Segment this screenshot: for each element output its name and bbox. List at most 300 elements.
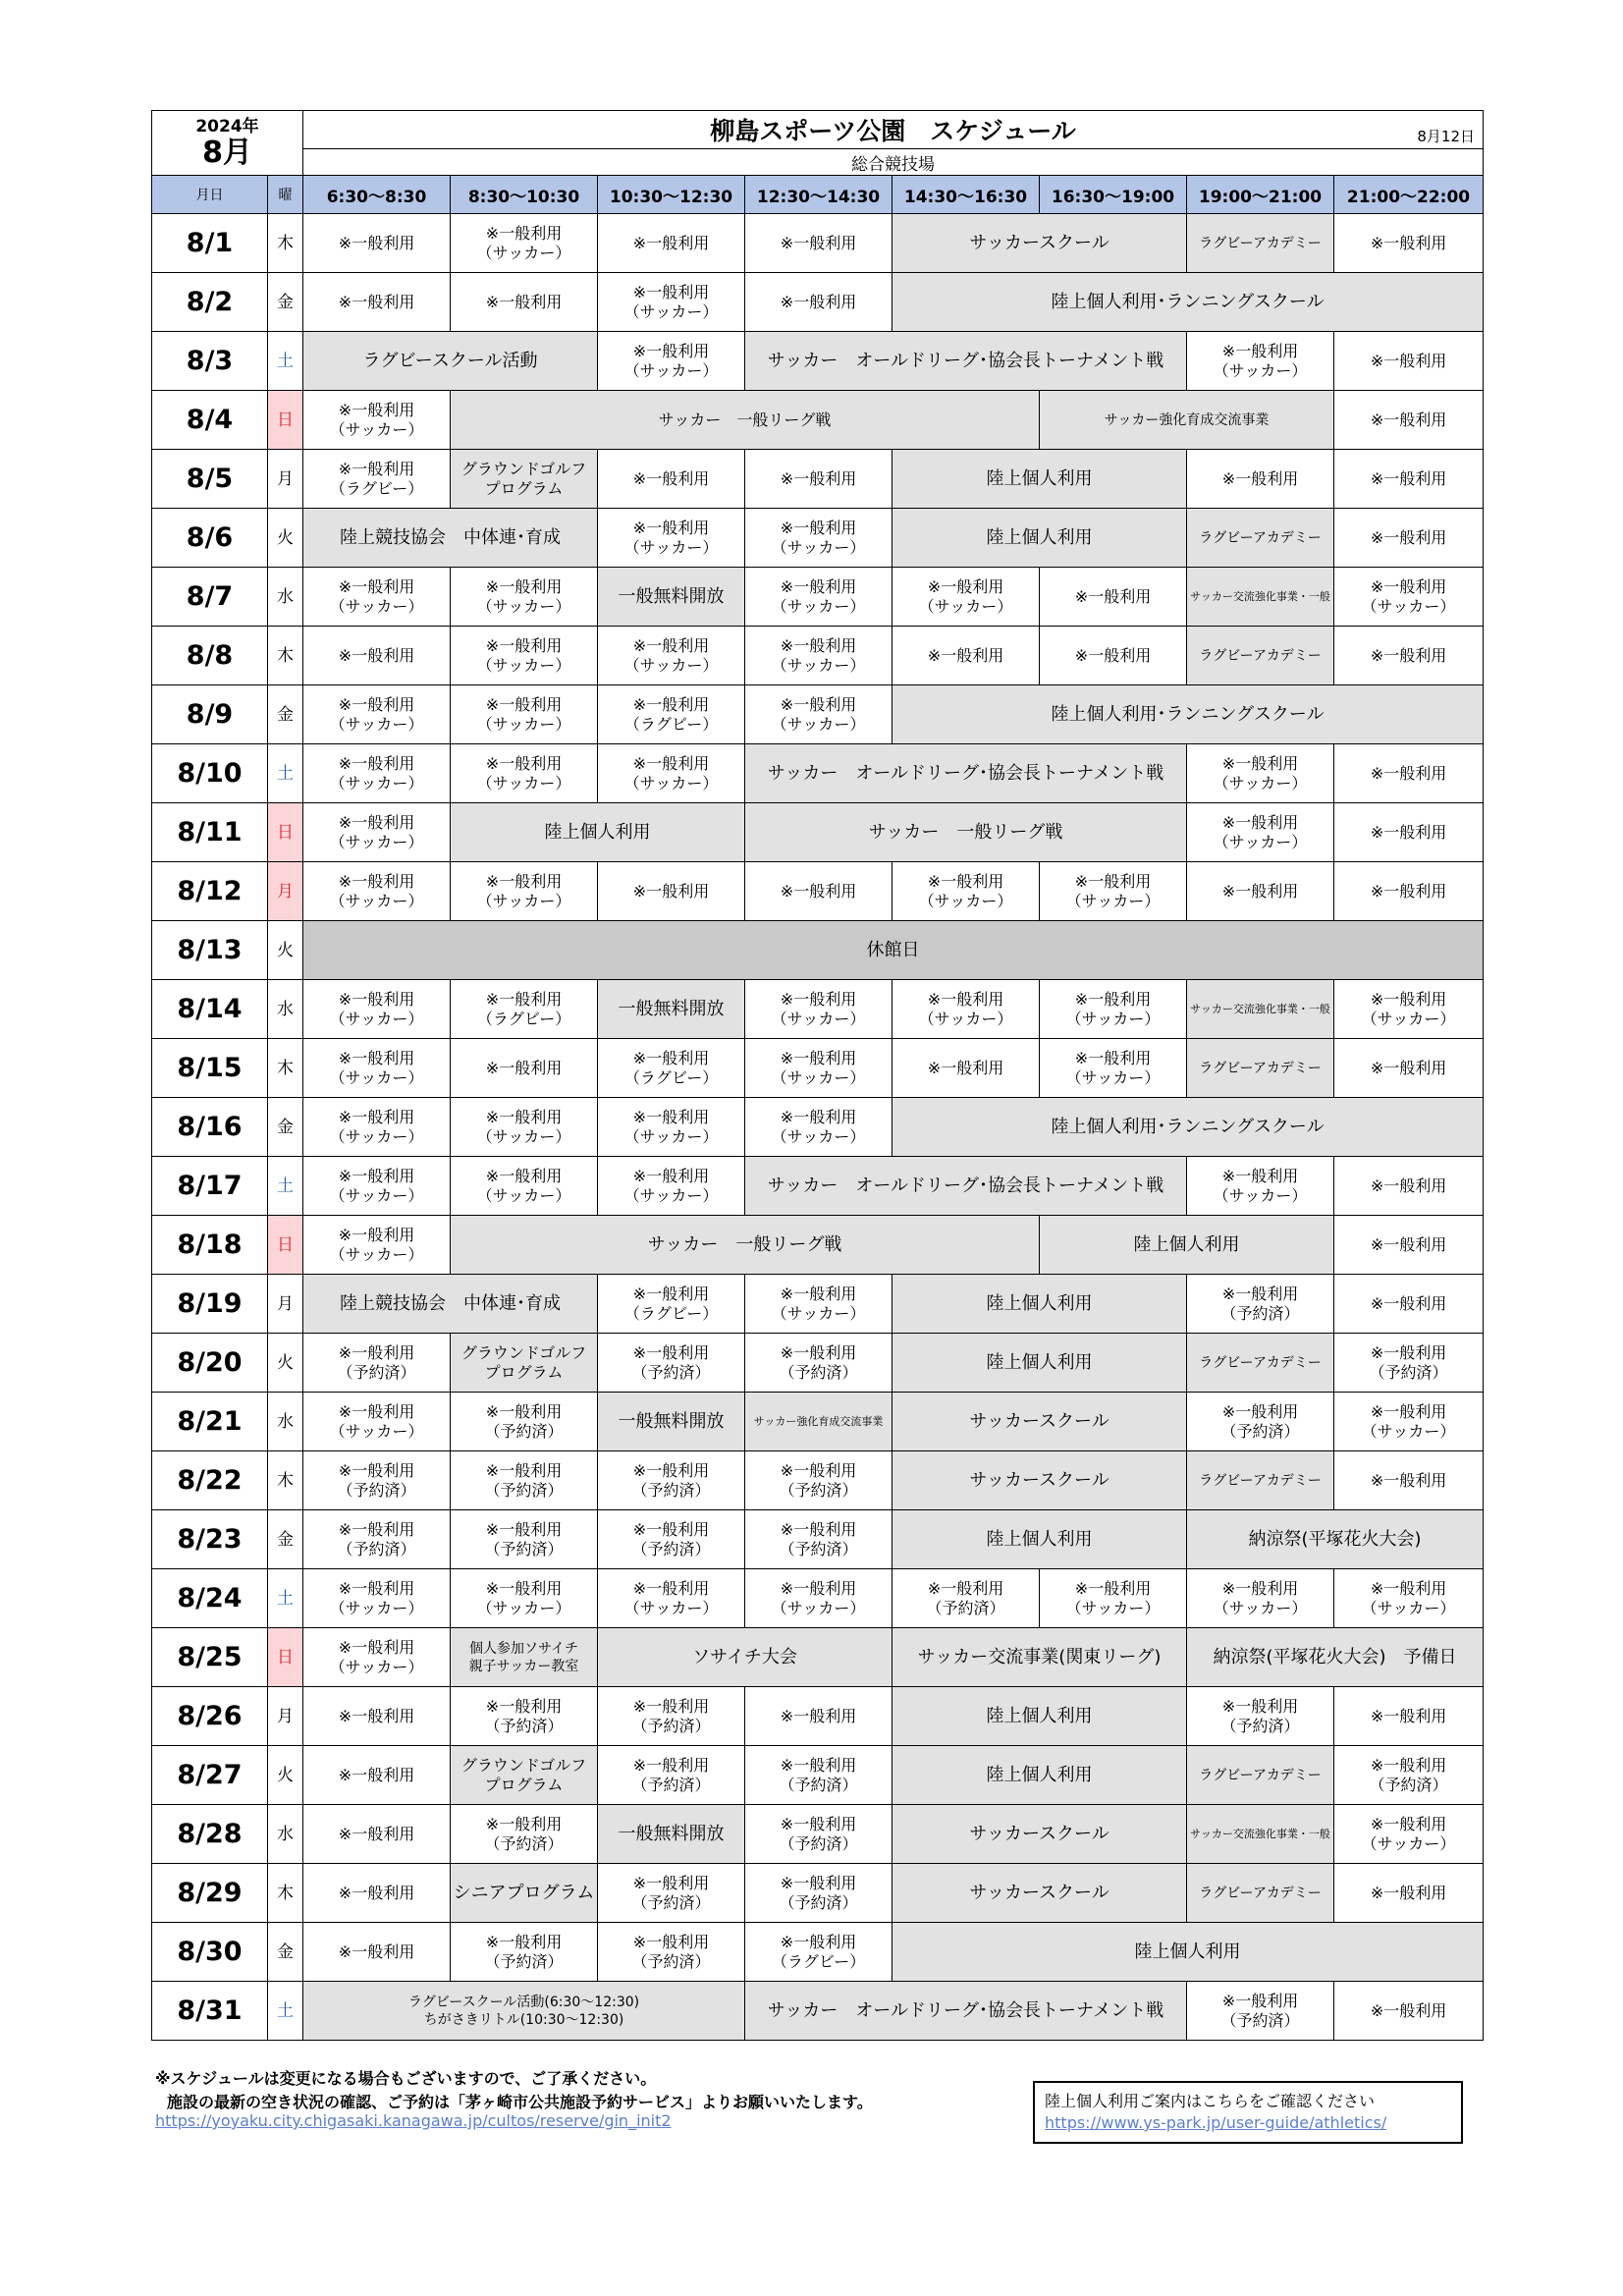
schedule-cell: ※一般利用 （サッカー） (745, 685, 893, 744)
weekday-cell: 月 (268, 862, 303, 921)
weekday-cell: 木 (268, 1451, 303, 1510)
date-cell: 8/28 (152, 1805, 268, 1864)
schedule-cell: ※一般利用 (1334, 214, 1484, 273)
athletics-info-link[interactable]: https://www.ys-park.jp/user-guide/athletics/ (1045, 2113, 1387, 2132)
schedule-cell: ※一般利用 （サッカー） (598, 273, 745, 332)
schedule-cell: サッカー オールドリーグ･協会長トーナメント戦 (745, 1982, 1187, 2041)
schedule-cell: サッカー強化育成交流事業 (745, 1393, 893, 1451)
schedule-cell: 陸上競技協会 中体連･育成 (303, 509, 598, 568)
col-header-slot: 6:30～8:30 (303, 176, 451, 214)
table-row (152, 214, 1484, 273)
year-label: 2024年 (195, 116, 259, 137)
schedule-cell: 陸上競技協会 中体連･育成 (303, 1275, 598, 1334)
date-cell: 8/22 (152, 1451, 268, 1510)
schedule-cell: 陸上個人利用 (893, 509, 1187, 568)
footnote-reservation: 施設の最新の空き状況の確認、ご予約は「茅ヶ崎市公共施設予約サービス」よりお願いいたします。 (167, 2093, 873, 2111)
weekday-cell: 月 (268, 1275, 303, 1334)
schedule-cell: ※一般利用 （サッカー） (1040, 1039, 1187, 1098)
schedule-cell: ※一般利用 (303, 1746, 451, 1805)
date-cell: 8/5 (152, 450, 268, 509)
schedule-cell: ラグビースクール活動(6:30～12:30) ちがさきリトル(10:30～12:30) (303, 1982, 745, 2041)
weekday-cell: 日 (268, 391, 303, 450)
date-cell: 8/17 (152, 1157, 268, 1216)
schedule-cell: グラウンドゴルフ プログラム (451, 450, 598, 509)
schedule-cell: ※一般利用 （サッカー） (598, 509, 745, 568)
schedule-cell: 陸上個人利用 (1040, 1216, 1334, 1275)
schedule-cell: 一般無料開放 (598, 1393, 745, 1451)
schedule-cell: ※一般利用 (1334, 1451, 1484, 1510)
schedule-cell: ラグビーアカデミー (1187, 1746, 1334, 1805)
col-header-slot: 19:00～21:00 (1187, 176, 1334, 214)
schedule-cell: 一般無料開放 (598, 980, 745, 1039)
table-row (152, 862, 1484, 921)
schedule-cell: ※一般利用 （サッカー） (303, 1628, 451, 1687)
table-row (152, 1864, 1484, 1923)
column-header-row (152, 176, 1484, 214)
schedule-cell: ※一般利用 (1334, 1864, 1484, 1923)
schedule-cell: ※一般利用 (1334, 627, 1484, 685)
table-row (152, 1451, 1484, 1510)
date-cell: 8/15 (152, 1039, 268, 1098)
schedule-cell: ※一般利用 (1334, 1157, 1484, 1216)
weekday-cell: 土 (268, 1982, 303, 2041)
schedule-cell: ※一般利用 (745, 273, 893, 332)
weekday-cell: 金 (268, 1923, 303, 1982)
weekday-cell: 木 (268, 1039, 303, 1098)
schedule-cell: サッカースクール (893, 1451, 1187, 1510)
schedule-cell: ※一般利用 （サッカー） (598, 1157, 745, 1216)
date-cell: 8/10 (152, 744, 268, 803)
weekday-cell: 金 (268, 685, 303, 744)
schedule-cell: 一般無料開放 (598, 1805, 745, 1864)
table-row (152, 1510, 1484, 1569)
table-row (152, 1805, 1484, 1864)
schedule-cell: ※一般利用 （サッカー） (893, 568, 1040, 627)
schedule-cell: 納涼祭(平塚花火大会) 予備日 (1187, 1628, 1484, 1687)
schedule-cell: ※一般利用 (303, 1687, 451, 1746)
weekday-cell: 木 (268, 1864, 303, 1923)
schedule-cell: ※一般利用 （サッカー） (745, 1039, 893, 1098)
schedule-cell: ※一般利用 （サッカー） (303, 391, 451, 450)
weekday-cell: 木 (268, 214, 303, 273)
table-row (152, 921, 1484, 980)
schedule-cell: ※一般利用 （サッカー） (1334, 980, 1484, 1039)
date-cell: 8/7 (152, 568, 268, 627)
schedule-cell: ※一般利用 （予約済） (303, 1510, 451, 1569)
schedule-cell: ※一般利用 （予約済） (598, 1451, 745, 1510)
schedule-cell: ※一般利用 （サッカー） (303, 685, 451, 744)
schedule-cell: サッカー強化育成交流事業 (1040, 391, 1334, 450)
date-cell: 8/1 (152, 214, 268, 273)
date-cell: 8/2 (152, 273, 268, 332)
col-header-slot: 16:30～19:00 (1040, 176, 1187, 214)
schedule-cell: ※一般利用 （サッカー） (598, 332, 745, 391)
schedule-cell: サッカー 一般リーグ戦 (451, 391, 1040, 450)
schedule-cell: サッカー オールドリーグ･協会長トーナメント戦 (745, 744, 1187, 803)
schedule-cell: ※一般利用 （予約済） (1187, 1275, 1334, 1334)
athletics-info-box (1033, 2081, 1463, 2144)
schedule-cell: ※一般利用 （予約済） (451, 1923, 598, 1982)
schedule-cell: ラグビーアカデミー (1187, 627, 1334, 685)
date-cell: 8/31 (152, 1982, 268, 2041)
table-row (152, 509, 1484, 568)
table-row (152, 1982, 1484, 2041)
schedule-cell: ※一般利用 （予約済） (1334, 1334, 1484, 1393)
schedule-cell: ※一般利用 (598, 214, 745, 273)
table-row (152, 1687, 1484, 1746)
schedule-cell: ※一般利用 （予約済） (893, 1569, 1040, 1628)
schedule-cell: ※一般利用 (893, 1039, 1040, 1098)
schedule-cell: ※一般利用 (1334, 391, 1484, 450)
schedule-cell: サッカースクール (893, 1393, 1187, 1451)
weekday-cell: 火 (268, 1334, 303, 1393)
schedule-cell: ※一般利用 (303, 1923, 451, 1982)
weekday-cell: 金 (268, 1098, 303, 1157)
schedule-cell: ※一般利用 (1334, 1982, 1484, 2041)
weekday-cell: 日 (268, 1628, 303, 1687)
page-title: 柳島スポーツ公園 スケジュール (710, 117, 1076, 145)
schedule-cell: ※一般利用 （サッカー） (1187, 1157, 1334, 1216)
schedule-cell: ※一般利用 （サッカー） (745, 1098, 893, 1157)
schedule-cell: ※一般利用 (1334, 332, 1484, 391)
schedule-cell: ※一般利用 （予約済） (303, 1451, 451, 1510)
schedule-cell: ※一般利用 （サッカー） (745, 1569, 893, 1628)
schedule-cell: ※一般利用 （サッカー） (598, 1098, 745, 1157)
date-cell: 8/24 (152, 1569, 268, 1628)
schedule-cell: サッカー 一般リーグ戦 (451, 1216, 1040, 1275)
date-cell: 8/20 (152, 1334, 268, 1393)
schedule-cell: ※一般利用 （予約済） (745, 1451, 893, 1510)
schedule-cell: ※一般利用 (745, 214, 893, 273)
month-label: 8月 (202, 135, 252, 170)
table-row (152, 1569, 1484, 1628)
schedule-cell: 陸上個人利用･ランニングスクール (893, 273, 1484, 332)
schedule-cell: ※一般利用 (1334, 803, 1484, 862)
schedule-cell: ※一般利用 (1334, 450, 1484, 509)
table-row (152, 980, 1484, 1039)
schedule-cell: ラグビーアカデミー (1187, 1039, 1334, 1098)
schedule-cell: ※一般利用 （ラグビー） (598, 1039, 745, 1098)
schedule-cell: ※一般利用 (598, 862, 745, 921)
schedule-cell: ※一般利用 （サッカー） (745, 1275, 893, 1334)
table-row (152, 1039, 1484, 1098)
schedule-cell: ※一般利用 （ラグビー） (598, 1275, 745, 1334)
schedule-cell: サッカースクール (893, 1805, 1187, 1864)
weekday-cell: 水 (268, 568, 303, 627)
schedule-cell: ※一般利用 （予約済） (451, 1510, 598, 1569)
weekday-cell: 木 (268, 627, 303, 685)
schedule-cell: ラグビーアカデミー (1187, 1864, 1334, 1923)
schedule-cell: ※一般利用 （サッカー） (1334, 1393, 1484, 1451)
schedule-cell: ※一般利用 （サッカー） (303, 1039, 451, 1098)
schedule-cell: ※一般利用 （サッカー） (303, 1098, 451, 1157)
weekday-cell: 土 (268, 1157, 303, 1216)
col-header-slot: 21:00～22:00 (1334, 176, 1484, 214)
schedule-cell: ※一般利用 （予約済） (745, 1746, 893, 1805)
schedule-cell: ※一般利用 （ラグビー） (598, 685, 745, 744)
schedule-cell: ※一般利用 （サッカー） (1334, 1805, 1484, 1864)
schedule-cell: サッカースクール (893, 214, 1187, 273)
weekday-cell: 月 (268, 450, 303, 509)
schedule-cell: サッカー オールドリーグ･協会長トーナメント戦 (745, 332, 1187, 391)
weekday-cell: 日 (268, 803, 303, 862)
schedule-cell: ※一般利用 （予約済） (1187, 1982, 1334, 2041)
schedule-cell: サッカー交流強化事業・一般 (1187, 980, 1334, 1039)
schedule-cell: シニアプログラム (451, 1864, 598, 1923)
date-cell: 8/13 (152, 921, 268, 980)
table-row (152, 1157, 1484, 1216)
schedule-cell: ※一般利用 (451, 273, 598, 332)
schedule-cell: サッカー交流事業(関東リーグ) (893, 1628, 1187, 1687)
schedule-cell: ※一般利用 (1187, 450, 1334, 509)
schedule-cell: ※一般利用 （サッカー） (303, 1157, 451, 1216)
schedule-cell: ※一般利用 （サッカー） (303, 568, 451, 627)
date-cell: 8/12 (152, 862, 268, 921)
schedule-cell: ※一般利用 （予約済） (451, 1805, 598, 1864)
schedule-cell: ※一般利用 （サッカー） (303, 744, 451, 803)
schedule-cell: ※一般利用 （ラグビー） (745, 1923, 893, 1982)
date-cell: 8/14 (152, 980, 268, 1039)
date-cell: 8/30 (152, 1923, 268, 1982)
schedule-cell: ※一般利用 (1187, 862, 1334, 921)
weekday-cell: 金 (268, 1510, 303, 1569)
schedule-cell: ※一般利用 (1040, 627, 1187, 685)
schedule-cell: ※一般利用 （サッカー） (303, 1216, 451, 1275)
schedule-cell: ※一般利用 (1040, 568, 1187, 627)
schedule-cell: ※一般利用 （サッカー） (1187, 744, 1334, 803)
weekday-cell: 金 (268, 273, 303, 332)
schedule-cell: ※一般利用 （予約済） (745, 1864, 893, 1923)
schedule-cell: ※一般利用 （サッカー） (1334, 568, 1484, 627)
schedule-cell: ※一般利用 （サッカー） (451, 685, 598, 744)
schedule-cell: ※一般利用 (745, 450, 893, 509)
schedule-cell: ※一般利用 (303, 214, 451, 273)
closed-day-cell: 休館日 (303, 921, 1484, 980)
footnote-change-notice: ※スケジュールは変更になる場合もございますので、ご了承ください。 (155, 2069, 657, 2088)
date-cell: 8/9 (152, 685, 268, 744)
schedule-cell: ラグビーアカデミー (1187, 509, 1334, 568)
schedule-cell: ※一般利用 （サッカー） (1040, 862, 1187, 921)
schedule-cell: ※一般利用 （サッカー） (745, 568, 893, 627)
schedule-cell: ※一般利用 （サッカー） (1334, 1569, 1484, 1628)
table-row (152, 803, 1484, 862)
weekday-cell: 土 (268, 1569, 303, 1628)
table-row (152, 685, 1484, 744)
table-row (152, 450, 1484, 509)
table-row (152, 273, 1484, 332)
schedule-cell: ※一般利用 (598, 450, 745, 509)
schedule-cell: ラグビーアカデミー (1187, 1334, 1334, 1393)
schedule-cell: ※一般利用 （サッカー） (451, 1569, 598, 1628)
col-header-slot: 12:30～14:30 (745, 176, 893, 214)
schedule-cell: グラウンドゴルフ プログラム (451, 1746, 598, 1805)
schedule-cell: ※一般利用 （サッカー） (303, 1569, 451, 1628)
col-header-slot: 10:30～12:30 (598, 176, 745, 214)
date-cell: 8/21 (152, 1393, 268, 1451)
col-header-weekday: 曜 (268, 176, 303, 214)
weekday-cell: 火 (268, 921, 303, 980)
date-cell: 8/25 (152, 1628, 268, 1687)
schedule-cell: ラグビースクール活動 (303, 332, 598, 391)
schedule-cell: ※一般利用 （予約済） (451, 1393, 598, 1451)
col-header-date: 月日 (152, 176, 268, 214)
date-cell: 8/4 (152, 391, 268, 450)
schedule-cell: ※一般利用 （サッカー） (745, 509, 893, 568)
date-cell: 8/11 (152, 803, 268, 862)
schedule-cell: ※一般利用 （サッカー） (303, 803, 451, 862)
schedule-cell: 陸上個人利用 (451, 803, 745, 862)
schedule-cell: ※一般利用 (1334, 1687, 1484, 1746)
schedule-cell: ※一般利用 （サッカー） (1187, 332, 1334, 391)
schedule-cell: ※一般利用 （サッカー） (303, 980, 451, 1039)
schedule-cell: サッカー交流強化事業・一般 (1187, 1805, 1334, 1864)
schedule-cell: サッカー オールドリーグ･協会長トーナメント戦 (745, 1157, 1187, 1216)
schedule-cell: ※一般利用 (303, 627, 451, 685)
weekday-cell: 火 (268, 1746, 303, 1805)
schedule-cell: ※一般利用 （予約済） (303, 1334, 451, 1393)
schedule-cell: ※一般利用 (745, 1687, 893, 1746)
table-row (152, 1628, 1484, 1687)
date-cell: 8/26 (152, 1687, 268, 1746)
schedule-cell: ※一般利用 （予約済） (598, 1746, 745, 1805)
schedule-cell: ※一般利用 （サッカー） (451, 862, 598, 921)
schedule-cell: 陸上個人利用 (893, 1687, 1187, 1746)
weekday-cell: 日 (268, 1216, 303, 1275)
schedule-cell: ※一般利用 （サッカー） (303, 1393, 451, 1451)
schedule-cell: ※一般利用 （サッカー） (598, 627, 745, 685)
schedule-cell: ※一般利用 （サッカー） (451, 1157, 598, 1216)
date-cell: 8/19 (152, 1275, 268, 1334)
schedule-cell: ※一般利用 (1334, 862, 1484, 921)
schedule-cell: ※一般利用 （サッカー） (893, 862, 1040, 921)
schedule-cell: ※一般利用 （予約済） (598, 1510, 745, 1569)
schedule-cell: ※一般利用 （サッカー） (451, 214, 598, 273)
schedule-cell: ※一般利用 （予約済） (1187, 1393, 1334, 1451)
table-row (152, 1098, 1484, 1157)
schedule-cell: 陸上個人利用 (893, 1334, 1187, 1393)
schedule-cell: 陸上個人利用 (893, 1746, 1187, 1805)
schedule-cell: ※一般利用 （予約済） (451, 1451, 598, 1510)
schedule-cell: ※一般利用 （サッカー） (303, 862, 451, 921)
schedule-cell: ※一般利用 （予約済） (598, 1923, 745, 1982)
schedule-cell: ※一般利用 （サッカー） (1187, 1569, 1334, 1628)
schedule-cell: サッカー交流強化事業・一般 (1187, 568, 1334, 627)
schedule-table (151, 110, 1484, 2041)
schedule-cell: ソサイチ大会 (598, 1628, 893, 1687)
schedule-cell: 陸上個人利用･ランニングスクール (893, 685, 1484, 744)
table-row (152, 332, 1484, 391)
date-cell: 8/6 (152, 509, 268, 568)
schedule-cell: ※一般利用 （サッカー） (745, 980, 893, 1039)
schedule-cell: サッカー 一般リーグ戦 (745, 803, 1187, 862)
weekday-cell: 水 (268, 1393, 303, 1451)
table-row (152, 1923, 1484, 1982)
schedule-cell: ※一般利用 (1334, 1039, 1484, 1098)
schedule-cell: ※一般利用 （予約済） (451, 1687, 598, 1746)
weekday-cell: 水 (268, 980, 303, 1039)
table-row (152, 1334, 1484, 1393)
schedule-cell: ※一般利用 （サッカー） (598, 1569, 745, 1628)
date-cell: 8/27 (152, 1746, 268, 1805)
schedule-cell: グラウンドゴルフ プログラム (451, 1334, 598, 1393)
table-row (152, 744, 1484, 803)
schedule-cell: 個人参加ソサイチ 親子サッカー教室 (451, 1628, 598, 1687)
schedule-cell: ラグビーアカデミー (1187, 214, 1334, 273)
schedule-cell: ※一般利用 （予約済） (745, 1510, 893, 1569)
schedule-cell: ※一般利用 (745, 862, 893, 921)
schedule-cell: ※一般利用 （サッカー） (598, 744, 745, 803)
schedule-cell: ※一般利用 （ラグビー） (303, 450, 451, 509)
schedule-cell: ※一般利用 (1334, 744, 1484, 803)
schedule-cell: 納涼祭(平塚花火大会) (1187, 1510, 1484, 1569)
col-header-slot: 8:30～10:30 (451, 176, 598, 214)
schedule-cell: ※一般利用 （予約済） (598, 1334, 745, 1393)
schedule-cell: ※一般利用 （予約済） (598, 1864, 745, 1923)
schedule-cell: ※一般利用 （サッカー） (1187, 803, 1334, 862)
schedule-cell: ※一般利用 (303, 1864, 451, 1923)
schedule-cell: ※一般利用 （サッカー） (1040, 1569, 1187, 1628)
schedule-cell: ※一般利用 （サッカー） (1040, 980, 1187, 1039)
date-cell: 8/3 (152, 332, 268, 391)
schedule-cell: ※一般利用 （予約済） (1334, 1746, 1484, 1805)
schedule-cell: ※一般利用 （予約済） (598, 1687, 745, 1746)
reservation-link[interactable]: https://yoyaku.city.chigasaki.kanagawa.jp/cultos/reserve/gin_init2 (155, 2111, 672, 2130)
schedule-cell: 陸上個人利用 (893, 1510, 1187, 1569)
table-row (152, 1275, 1484, 1334)
date-cell: 8/18 (152, 1216, 268, 1275)
schedule-cell: 陸上個人利用 (893, 1275, 1187, 1334)
schedule-cell: ※一般利用 (303, 273, 451, 332)
table-row (152, 1393, 1484, 1451)
schedule-cell: ※一般利用 (303, 1805, 451, 1864)
schedule-cell: ※一般利用 （サッカー） (893, 980, 1040, 1039)
schedule-cell: サッカースクール (893, 1864, 1187, 1923)
title-cell (303, 111, 1484, 149)
date-cell: 8/23 (152, 1510, 268, 1569)
schedule-cell: ※一般利用 （サッカー） (451, 568, 598, 627)
schedule-cell: ※一般利用 （予約済） (745, 1805, 893, 1864)
weekday-cell: 土 (268, 744, 303, 803)
schedule-cell: 陸上個人利用 (893, 1923, 1484, 1982)
col-header-slot: 14:30～16:30 (893, 176, 1040, 214)
weekday-cell: 土 (268, 332, 303, 391)
updated-date: 8月12日 (1417, 128, 1476, 145)
schedule-cell: ラグビーアカデミー (1187, 1451, 1334, 1510)
schedule-cell: ※一般利用 (1334, 509, 1484, 568)
schedule-cell: ※一般利用 （ラグビー） (451, 980, 598, 1039)
weekday-cell: 月 (268, 1687, 303, 1746)
venue-label: 総合競技場 (303, 149, 1484, 176)
schedule-cell: ※一般利用 （サッカー） (745, 627, 893, 685)
schedule-cell: ※一般利用 （サッカー） (451, 1098, 598, 1157)
schedule-cell: 陸上個人利用 (893, 450, 1187, 509)
date-cell: 8/16 (152, 1098, 268, 1157)
schedule-cell: 一般無料開放 (598, 568, 745, 627)
weekday-cell: 水 (268, 1805, 303, 1864)
schedule-cell: 陸上個人利用･ランニングスクール (893, 1098, 1484, 1157)
schedule-cell: ※一般利用 (893, 627, 1040, 685)
table-row (152, 568, 1484, 627)
schedule-cell: ※一般利用 (1334, 1275, 1484, 1334)
schedule-cell: ※一般利用 （予約済） (745, 1334, 893, 1393)
year-month-cell (152, 111, 303, 176)
date-cell: 8/29 (152, 1864, 268, 1923)
schedule-cell: ※一般利用 (1334, 1216, 1484, 1275)
table-row (152, 627, 1484, 685)
schedule-cell: ※一般利用 (451, 1039, 598, 1098)
table-row (152, 1216, 1484, 1275)
table-row (152, 391, 1484, 450)
